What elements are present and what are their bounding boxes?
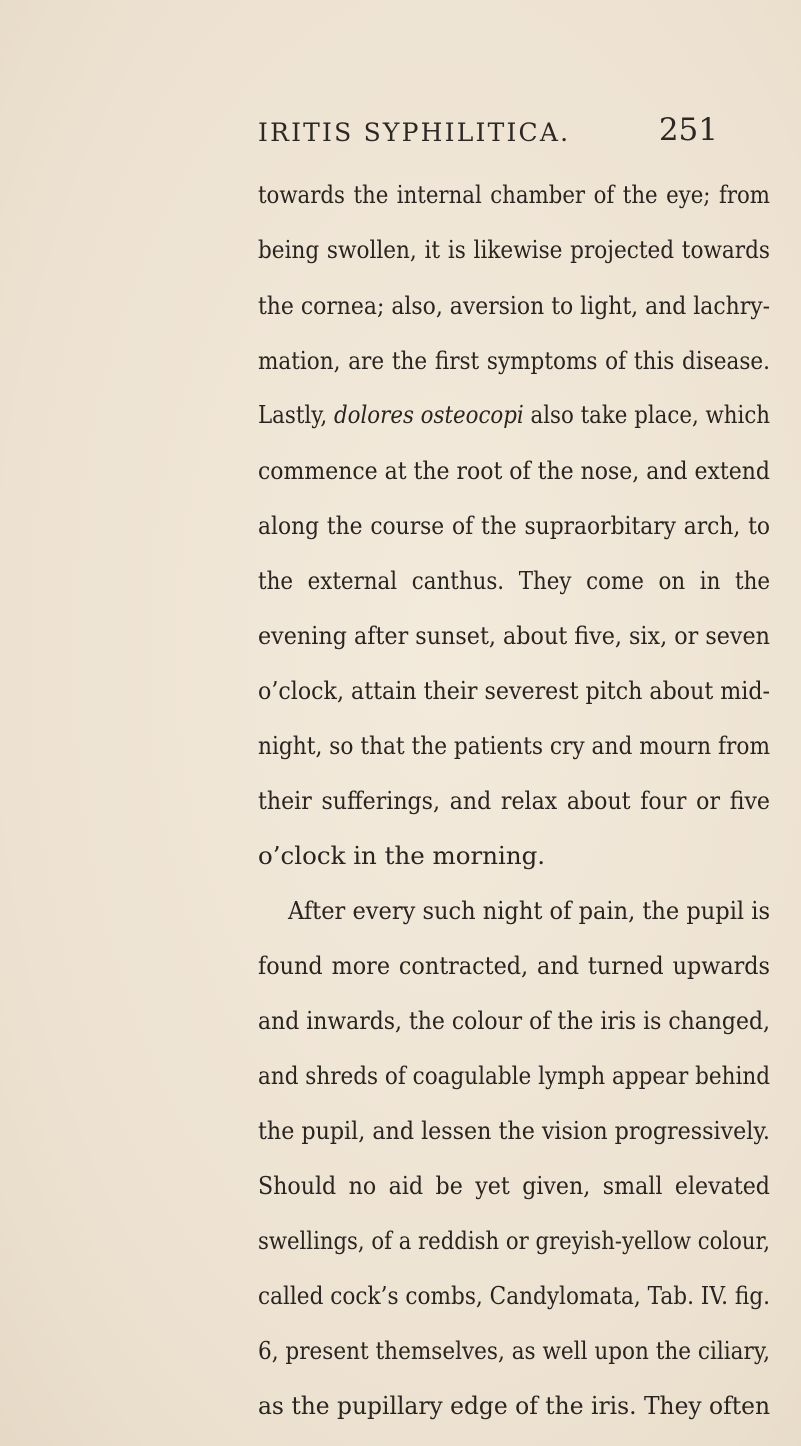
text-line: along the course of the supraorbitary arch, to xyxy=(258,511,771,540)
italic-term: dolores osteocopi xyxy=(333,400,524,429)
text-line: their sufferings, and relax about four or five xyxy=(258,786,770,815)
text-run: Lastly, xyxy=(258,400,334,429)
text-line: and shreds of coagulable lymph appear behind xyxy=(258,1061,770,1090)
text-line: swellings, of a reddish or greyish-yellow colour, xyxy=(258,1226,771,1255)
text-line: and inwards, the colour of the iris is changed, xyxy=(258,1006,770,1035)
running-head: IRITIS SYPHILITICA. xyxy=(258,118,571,147)
text-line-with-italic xyxy=(258,400,770,430)
text-line: as the pupillary edge of the iris. They often xyxy=(258,1391,771,1420)
text-line: Should no aid be yet given, small elevated xyxy=(258,1171,770,1200)
text-line: o’clock in the morning. xyxy=(258,841,546,870)
text-line: the pupil, and lessen the vision progressively. xyxy=(258,1116,770,1145)
text-line: After every such night of pain, the pupil is xyxy=(288,896,771,925)
text-line: night, so that the patients cry and mourn from xyxy=(258,731,771,760)
text-line: evening after sunset, about five, six, or seven xyxy=(258,621,770,650)
page-number: 251 xyxy=(658,112,718,148)
text-line: towards the internal chamber of the eye; from xyxy=(258,180,770,209)
text-line: 6, present themselves, as well upon the ciliary, xyxy=(258,1336,770,1365)
text-line: o’clock, attain their severest pitch about mid- xyxy=(258,676,770,705)
text-line: the external canthus. They come on in the xyxy=(258,566,771,595)
text-line: found more contracted, and turned upwards xyxy=(258,951,771,980)
text-run: also take place, which xyxy=(523,400,770,429)
text-line: being swollen, it is likewise projected towards xyxy=(258,235,771,264)
text-line: mation, are the first symptoms of this disease. xyxy=(258,346,770,375)
text-line: called cock’s combs, Candylomata, Tab. IV. fig. xyxy=(258,1281,771,1310)
text-line: commence at the root of the nose, and extend xyxy=(258,456,770,485)
text-line: the cornea; also, aversion to light, and lachry- xyxy=(258,291,771,320)
page-header xyxy=(258,112,718,156)
